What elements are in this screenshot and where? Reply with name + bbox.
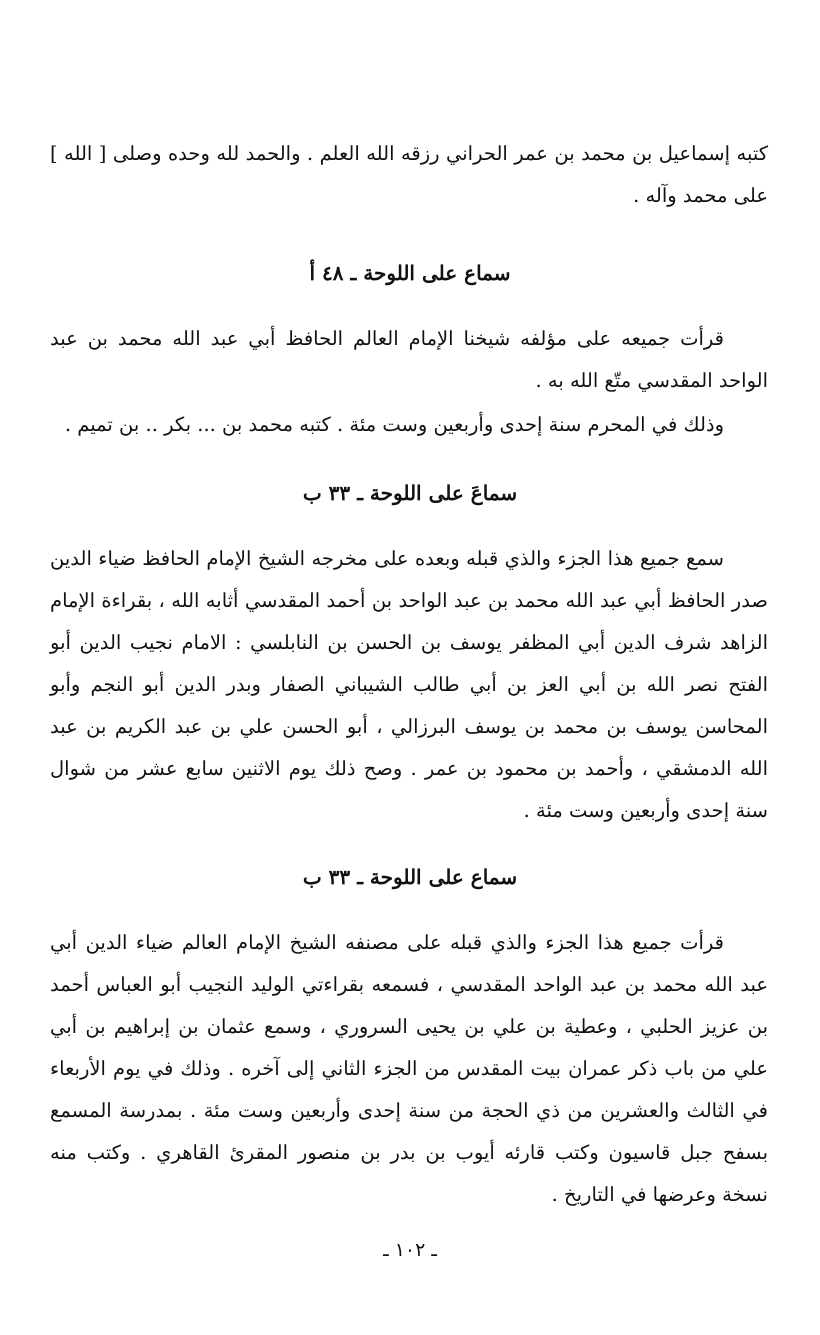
heading-sama-33b-first: سماعَ على اللوحة ـ ٣٣ ب: [302, 481, 518, 505]
paragraph-sama-48a: قرأت جميعه على مؤلفه شيخنا الإمام العالم الحافظ أبي عبد الله محمد بن عبد الواحد المقدسي متّع الله به .: [50, 327, 768, 392]
paragraph-sama-33b-first: سمع جميع هذا الجزء والذي قبله وبعده على مخرجه الشيخ الإمام الحافظ ضياء الدين صدر الحافظ أبي عبد الله محمد بن عبد الواحد بن أحمد المقدسي أثابه الله ، بقراءة الإمام الزاهد شرف الدين أبي المظفر يوسف بن الحسن بن النابلسي : الامام نجيب الدين أبو الفتح نصر الله بن أبي العز بن أبي طالب الشيباني الصفار وبدر الدين أبو النجم وأبو المحاسن يوسف بن محمد بن يوسف البرزالي ، أبو الحسن علي بن عبد الكريم بن عبد الله الدمشقي ، وأحمد بن محمود بن عمر . وصح ذلك يوم الاثنين سابع عشر من شوال سنة إحدى وأربعين وست مئة .: [50, 547, 768, 822]
paragraph-colophon: كتبه إسماعيل بن محمد بن عمر الحراني رزقه الله العلم . والحمد لله وحده وصلى [ الله ] على محمد وآله .: [50, 142, 768, 207]
page-number: ـ ١٠٢ ـ: [383, 1239, 437, 1261]
paragraph-sama-33b-second: قرأت جميع هذا الجزء والذي قبله على مصنفه الشيخ الإمام العالم ضياء الدين أبي عبد الله محمد بن عبد الواحد المقدسي ، فسمعه بقراءتي الوليد النجيب أبو العباس أحمد بن عزيز الحلبي ، وعطية بن علي بن يحيى السروري ، وسمع عثمان بن إبراهيم بن أبي علي من باب ذكر عمران بيت المقدس من الجزء الثاني إلى آخره . وذلك في يوم الأربعاء في الثالث والعشرين من ذي الحجة من سنة إحدى وأربعين وست مئة . بمدرسة المسمع بسفح جبل قاسيون وكتب قارئه أيوب بن بدر بن منصور المقرئ القاهري . وكتب منه نسخة وعرضها في التاريخ .: [50, 931, 768, 1206]
paragraph-sama-48a-date: وذلك في المحرم سنة إحدى وأربعين وست مئة . كتبه محمد بن ... بكر .. بن تميم .: [64, 413, 724, 436]
heading-sama-33b-second: سماع على اللوحة ـ ٣٣ ب: [302, 865, 518, 889]
heading-sama-48a: سماع على اللوحة ـ ٤٨ أ: [309, 261, 511, 285]
